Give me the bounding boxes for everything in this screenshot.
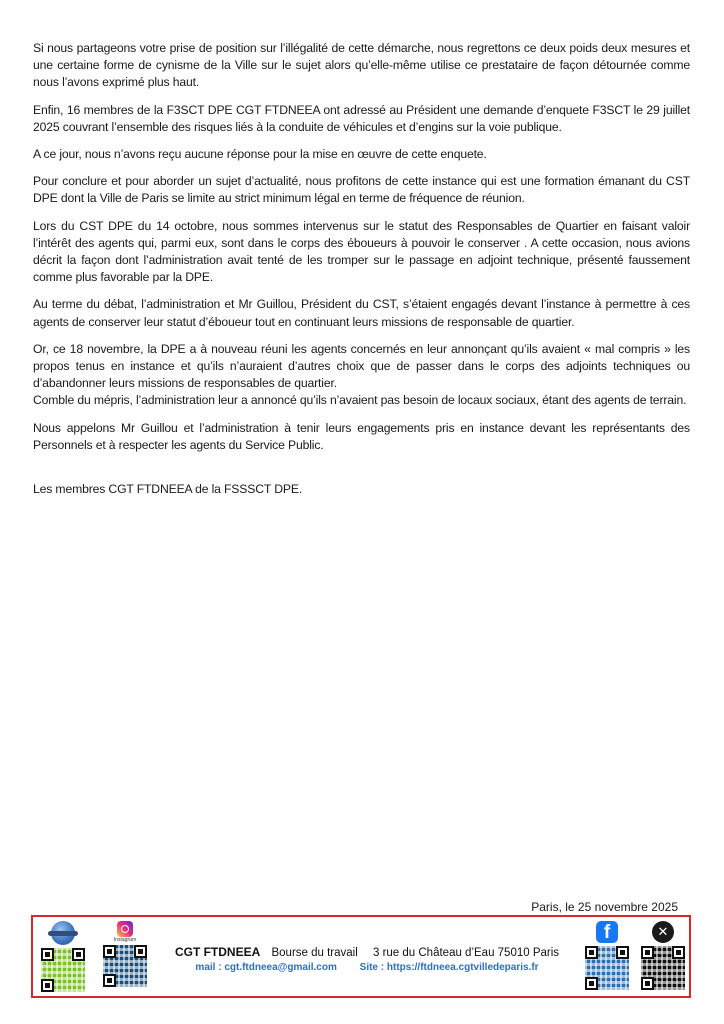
site-link[interactable]: Site : https://ftdneea.cgtvilledeparis.fr [359, 962, 539, 973]
paragraph-text: Pour conclure et pour aborder un sujet d’actualité, nous profitons de cette instance qui est une formation émanant du CST DPE dont la Ville de Paris se limite au strict minimum légal en terme de fréquence de réunion. [33, 174, 690, 206]
paragraph [33, 40, 690, 92]
website-qr-code[interactable] [41, 948, 85, 992]
paragraph [33, 173, 690, 207]
org-name: CGT FTDNEEA [174, 945, 261, 959]
paragraph [33, 102, 690, 136]
paragraph [33, 341, 690, 410]
paragraph [33, 146, 690, 163]
x-qr-block[interactable] [639, 921, 687, 990]
paragraph-text: Nous appelons Mr Guillou et l’administration à tenir leurs engagements pris en instance devant les représentants des Personnels et à respecter les agents du Service Public. [33, 420, 690, 452]
footer-links-line [157, 962, 577, 973]
instagram-icon[interactable] [117, 921, 133, 937]
footer-address: 3 rue du Château d’Eau 75010 Paris [372, 947, 560, 959]
paragraph-text: Enfin, 16 membres de la F3SCT DPE CGT FTDNEEA ont adressé au Président une demande d’enquete F3SCT le 29 juillet 2025 couvrant l’ensemble des risques liés à la conduite de véhicules et d’engins sur la voie publique. [33, 102, 690, 134]
paragraph [33, 218, 690, 287]
paragraph [33, 296, 690, 330]
footer-text [157, 945, 577, 973]
paragraph-text: Si nous partageons votre prise de position sur l’illégalité de cette démarche, nous regrettons ce deux poids deux mesures et une certaine forme de cynisme de la Ville sur le sujet alors qu’elle-même utilise ce prestataire de façon détournée comme nous l’avons exprimé plus haut. [33, 41, 690, 90]
document-body [33, 40, 690, 508]
instagram-qr-code[interactable] [103, 945, 147, 987]
footer-address-line [157, 945, 577, 959]
paragraph [33, 420, 690, 454]
instagram-qr-block[interactable] [101, 921, 149, 987]
document-date: Paris, le 25 novembre 2025 [531, 900, 678, 914]
paragraph-text: Au terme du débat, l’administration et Mr Guillou, Président du CST, s’étaient engagés devant l’instance à permettre à ces agents de conserver leur statut d’éboueur tout en continuant leurs missions de responsable de quartier. [33, 297, 690, 329]
footer-place: Bourse du travail [271, 947, 358, 959]
mail-link[interactable]: mail : cgt.ftdneea@gmail.com [195, 962, 337, 973]
facebook-icon[interactable]: f [596, 921, 618, 943]
facebook-qr-code[interactable] [585, 946, 629, 990]
globe-logo-icon [51, 921, 75, 945]
paragraph-text: Or, ce 18 novembre, la DPE a à nouveau réuni les agents concernés en leur annonçant qu’ils avaient « mal compris » les propos tenus en instance et qu’ils n’auraient d’autres choix que de passer dans le corps des adjoints techniques ou d’abandonner leurs missions de responsables de quartier. [33, 341, 690, 391]
facebook-qr-block[interactable] [583, 921, 631, 990]
signature: Les membres CGT FTDNEEA de la FSSSCT DPE. [33, 482, 303, 497]
paragraph-text: Comble du mépris, l’administration leur a annoncé qu’ils n’avaient pas besoin de locaux sociaux, étant des agents de terrain. [33, 393, 687, 408]
paragraph-text: A ce jour, nous n’avons reçu aucune réponse pour la mise en œuvre de cette enquete. [33, 147, 487, 162]
website-qr-block[interactable] [39, 921, 87, 992]
x-icon[interactable]: ✕ [652, 921, 674, 943]
x-qr-code[interactable] [641, 946, 685, 990]
instagram-label: Instagram [113, 937, 137, 943]
paragraph-text: Lors du CST DPE du 14 octobre, nous sommes intervenus sur le statut des Responsables de Quartier en faisant valoir l’intérêt des agents qui, parmi eux, sont dans le corps des éboueurs à pouvoir le conserver . A cette occasion, nous avions décrit la façon dont l’administration avait tenté de les tromper sur le passage en adjoint technique, présenté faussement comme plus favorable par la DPE. [33, 218, 690, 285]
footer-contact-box [31, 915, 691, 998]
